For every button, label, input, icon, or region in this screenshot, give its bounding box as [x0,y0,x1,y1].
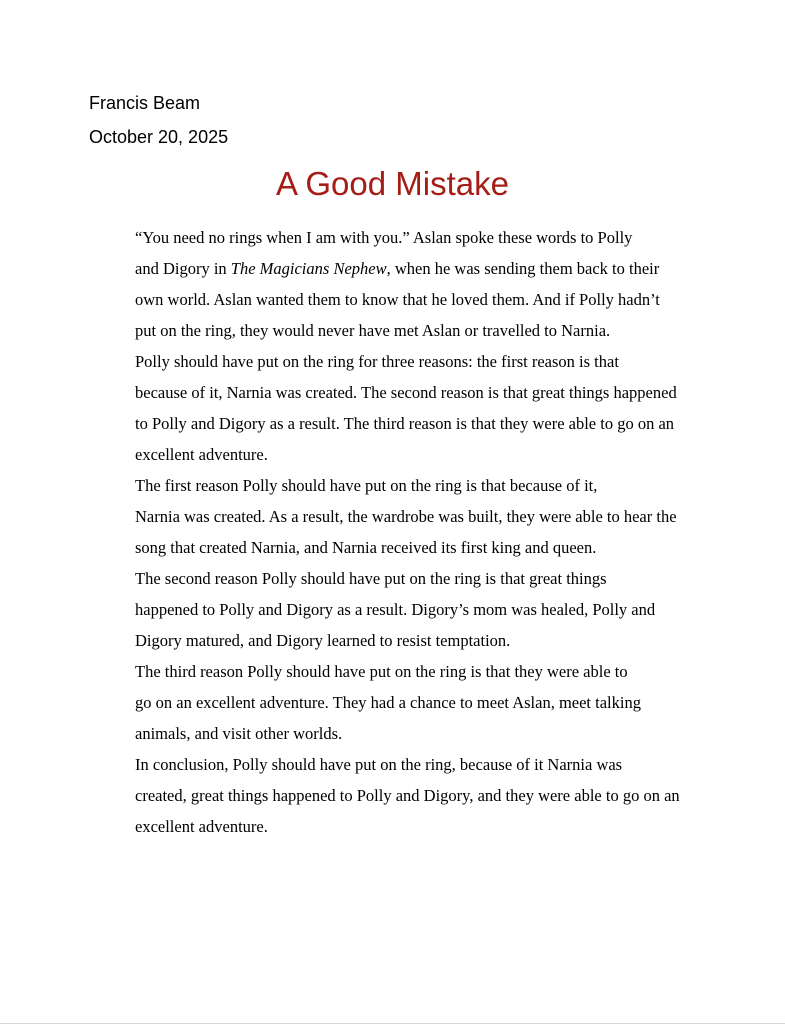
text-line: Narnia was created. As a result, the wardrobe was built, they were able to hear the [135,507,677,526]
text-line: The second reason Polly should have put on the ring is that great things [135,569,607,588]
text-line: animals, and visit other worlds. [135,724,343,743]
text-line: to Polly and Digory as a result. The third reason is that they were able to go on an [135,414,675,433]
text-line: own world. Aslan wanted them to know that he loved them. And if Polly hadn’t [135,290,660,309]
text-line: song that created Narnia, and Narnia received its first king and queen. [135,538,597,557]
text-line: excellent adventure. [135,445,268,464]
text-line: created, great things happened to Polly and Digory, and they were able to go on an [135,786,680,805]
text-line: “You need no rings when I am with you.” Aslan spoke these words to Polly [135,228,633,247]
text-line: put on the ring, they would never have met Aslan or travelled to Narnia. [135,321,611,340]
essay-body [89,222,699,842]
paragraph-intro [89,222,699,346]
text-line: Digory matured, and Digory learned to resist temptation. [135,631,511,650]
text-segment: and Digory in [135,259,231,278]
paragraph-second-reason [89,563,699,656]
document-title: A Good Mistake [276,165,509,202]
text-line: go on an excellent adventure. They had a chance to meet Aslan, meet talking [135,693,641,712]
text-line: Polly should have put on the ring for three reasons: the first reason is that [135,352,619,371]
paragraph-first-reason [89,470,699,563]
text-line: happened to Polly and Digory as a result. Digory’s mom was healed, Polly and [135,600,656,619]
text-line: because of it, Narnia was created. The second reason is that great things happened [135,383,677,402]
paragraph-third-reason [89,656,699,749]
text-line: excellent adventure. [135,817,268,836]
text-segment: , when he was sending them back to their [386,259,660,278]
document-header [89,90,228,158]
text-line [89,253,699,284]
text-line: In conclusion, Polly should have put on the ring, because of it Narnia was [135,755,623,774]
document-date: October 20, 2025 [89,127,229,147]
text-line: The third reason Polly should have put on the ring is that they were able to [135,662,628,681]
paragraph-thesis [89,346,699,470]
author-name: Francis Beam [89,93,201,113]
text-line: The first reason Polly should have put on the ring is that because of it, [135,476,598,495]
book-title: The Magicians Nephew [230,259,387,278]
paragraph-conclusion [89,749,699,842]
